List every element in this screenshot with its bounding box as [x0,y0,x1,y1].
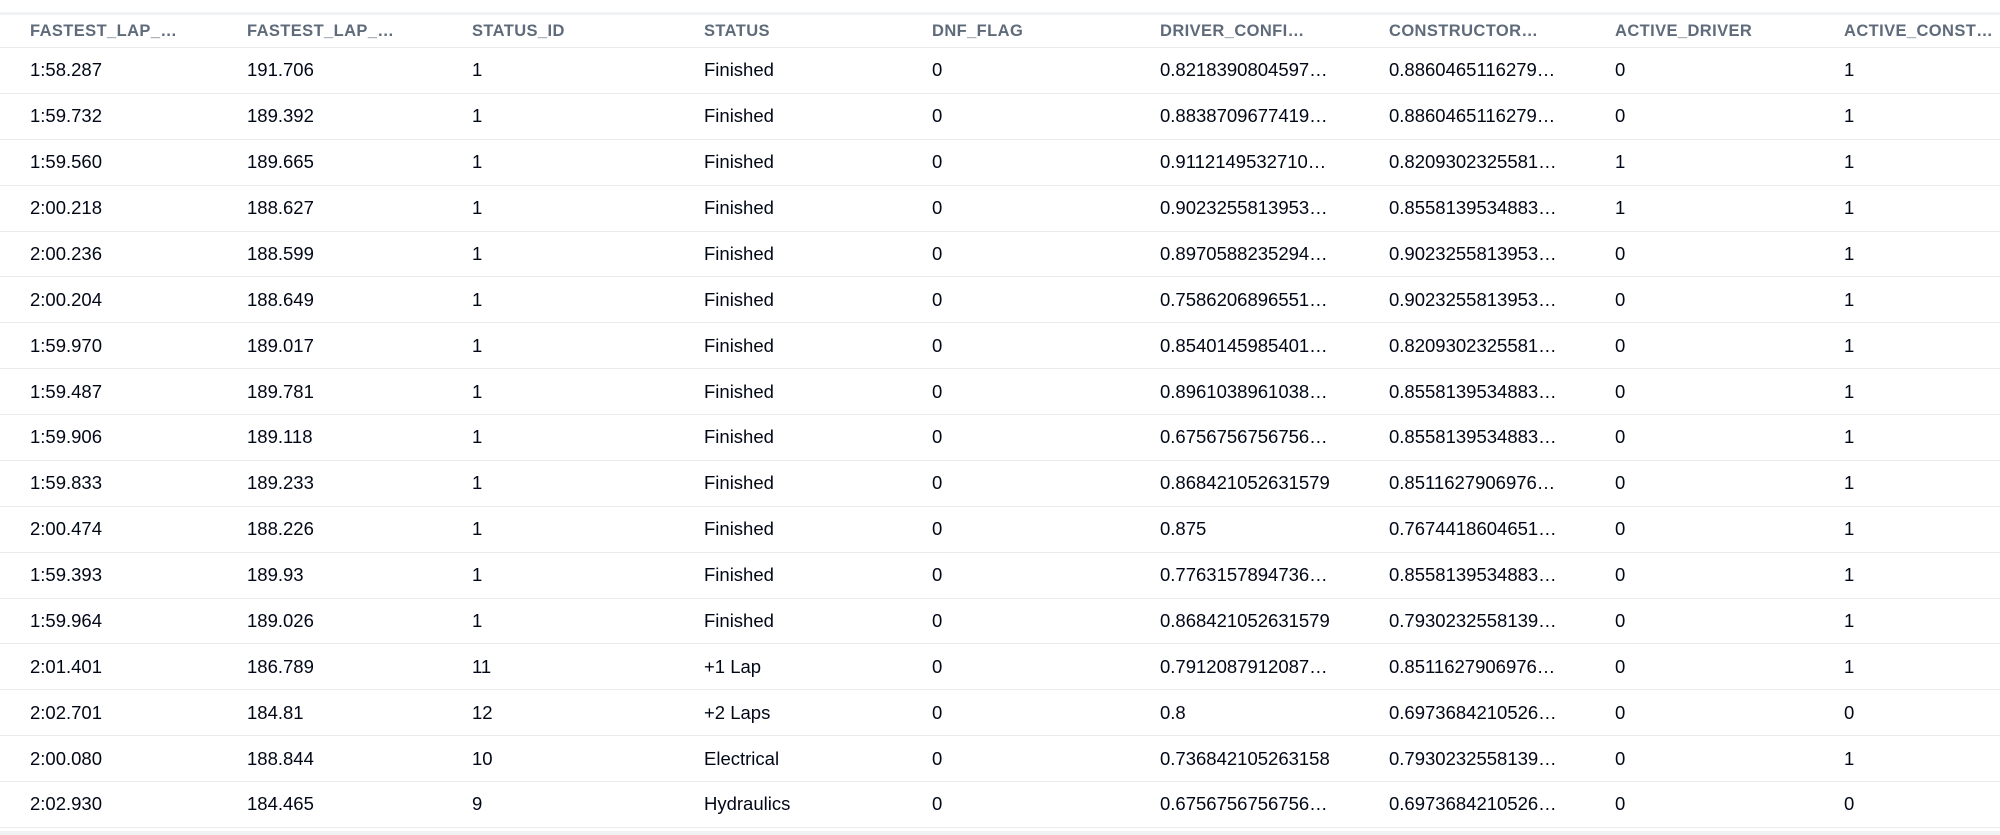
table-cell: +2 Laps [704,701,771,723]
table-cell: 9 [472,793,483,815]
table-cell: 0.7674418604651… [1389,518,1557,540]
table-cell: 2:02.701 [30,701,103,723]
table-cell: 1 [1844,242,1855,264]
table-cell: 0.8838709677419… [1160,105,1328,127]
table-cell: 0 [932,334,943,356]
table-cell: 1 [1844,288,1855,310]
table-cell: 2:02.930 [30,793,103,815]
table-cell: 1 [472,242,483,264]
table-cell: 0 [1615,472,1626,494]
table-cell: 1 [472,564,483,586]
table-row [0,48,2000,94]
table-cell: 2:00.218 [30,197,103,219]
table-cell: 1 [472,197,483,219]
table-cell: 0 [932,701,943,723]
table-cell: 0.8970588235294… [1160,242,1328,264]
table-row [0,736,2000,782]
table-cell: 191.706 [247,59,314,81]
table-cell: 184.465 [247,793,314,815]
table-cell: 0 [932,242,943,264]
column-header-3[interactable]: STATUS [704,21,770,40]
table-cell: 1:59.906 [30,426,103,448]
table-cell: Finished [704,609,774,631]
table-cell: 1:59.970 [30,334,103,356]
table-cell: 0.9023255813953… [1160,197,1328,219]
table-cell: 0 [932,197,943,219]
table-cell: 2:00.474 [30,518,103,540]
table-cell: 0.8558139534883… [1389,197,1557,219]
table-cell: 1:59.833 [30,472,103,494]
table-cell: 188.844 [247,747,314,769]
column-header-4[interactable]: DNF_FLAG [932,21,1024,40]
table-cell: 0.8511627906976… [1389,472,1556,494]
column-header-8[interactable]: ACTIVE_CONST… [1844,21,1994,40]
table-cell: 1 [1844,518,1855,540]
table-cell: 1:59.732 [30,105,103,127]
table-cell: 0 [932,655,943,677]
table-cell: 0 [1615,655,1626,677]
table-cell: 0 [1615,242,1626,264]
table-cell: 1 [1615,151,1626,173]
table-row [0,140,2000,186]
table-cell: 11 [472,655,492,677]
table-row [0,461,2000,507]
table-cell: 0 [1844,793,1855,815]
table-cell: 0.7930232558139… [1389,609,1557,631]
table-cell: 0.7930232558139… [1389,747,1557,769]
table-cell: 2:00.080 [30,747,103,769]
table-cell: 0 [1615,701,1626,723]
table-cell: 189.781 [247,380,314,402]
table-cell: 0.7763157894736… [1160,564,1328,586]
table-cell: Finished [704,564,774,586]
table-cell: 0.8860465116279… [1389,59,1556,81]
table-cell: 0 [1615,747,1626,769]
table-cell: 2:00.204 [30,288,103,310]
table-cell: 0.7586206896551… [1160,288,1328,310]
table-cell: Finished [704,472,774,494]
table-cell: 0.6973684210526… [1389,701,1557,723]
table-row [0,186,2000,232]
table-cell: 1 [1844,59,1855,81]
table-cell: 0 [932,793,943,815]
table-cell: 0 [1615,564,1626,586]
table-cell: 0.8218390804597… [1160,59,1328,81]
table-row [0,553,2000,599]
table-cell: 0.8511627906976… [1389,655,1556,677]
table-cell: 0 [1615,288,1626,310]
table-cell: 0.8558139534883… [1389,380,1557,402]
table-cell: 1 [1615,197,1626,219]
table-cell: 1 [1844,747,1855,769]
table-cell: Finished [704,59,774,81]
table-cell: 189.233 [247,472,314,494]
table-cell: 1 [1844,151,1855,173]
table-cell: 0.868421052631579 [1160,472,1330,494]
table-cell: 0.9112149532710… [1160,151,1327,173]
table-cell: 0 [1615,793,1626,815]
table-cell: 189.93 [247,564,304,586]
table-row [0,277,2000,323]
table-cell: 184.81 [247,701,304,723]
bottom-edge-divider [0,831,2000,835]
table-cell: 186.789 [247,655,314,677]
table-cell: 0.868421052631579 [1160,609,1330,631]
table-cell: 0.8558139534883… [1389,564,1557,586]
table-row [0,232,2000,278]
table-cell: 1 [472,426,483,448]
table-cell: 1 [472,334,483,356]
table-cell: 189.026 [247,609,314,631]
table-cell: 0.6973684210526… [1389,793,1557,815]
table-cell: Finished [704,242,774,264]
table-row [0,599,2000,645]
table-cell: 0 [932,518,943,540]
table-cell: 0.6756756756756… [1160,793,1328,815]
table-cell: 1 [1844,655,1855,677]
table-cell: 0.8540145985401… [1160,334,1328,356]
table-cell: 2:00.236 [30,242,103,264]
table-cell: 189.017 [247,334,314,356]
table-cell: 1 [472,59,483,81]
table-row [0,644,2000,690]
table-cell: 0.8860465116279… [1389,105,1556,127]
table-row [0,323,2000,369]
table-row [0,415,2000,461]
table-cell: 1:58.287 [30,59,103,81]
table-cell: 1 [1844,472,1855,494]
table-cell: 1 [472,288,483,310]
table-cell: Finished [704,288,774,310]
table-cell: 0 [1615,334,1626,356]
table-row [0,782,2000,828]
table-cell: 1 [1844,609,1855,631]
table-cell: 0.8209302325581… [1389,334,1557,356]
table-cell: 0 [932,609,943,631]
table-cell: 1:59.487 [30,380,103,402]
table-cell: 1:59.393 [30,564,103,586]
table-cell: 10 [472,747,493,769]
table-cell: Finished [704,105,774,127]
column-header-6[interactable]: CONSTRUCTOR… [1389,21,1539,40]
table-cell: 0 [1844,701,1855,723]
table-cell: Finished [704,334,774,356]
table-cell: 0 [932,59,943,81]
table-cell: 188.627 [247,197,314,219]
table-cell: 189.665 [247,151,314,173]
table-cell: 1 [1844,334,1855,356]
table-cell: 0 [1615,380,1626,402]
table-header-row [0,15,2000,48]
table-cell: Finished [704,518,774,540]
table-cell: 1 [1844,380,1855,402]
table-row [0,94,2000,140]
table-cell: Electrical [704,747,780,769]
table-cell: 0.8558139534883… [1389,426,1557,448]
table-cell: 188.599 [247,242,314,264]
table-cell: 188.649 [247,288,314,310]
table-cell: Finished [704,380,774,402]
table-cell: 1 [472,151,483,173]
table-cell: 0 [932,747,943,769]
column-header-7[interactable]: ACTIVE_DRIVER [1615,21,1753,40]
table-cell: Finished [704,151,774,173]
table-cell: 0 [932,564,943,586]
table-cell: 12 [472,701,493,723]
table-cell: 0 [1615,609,1626,631]
table-cell: 0 [932,151,943,173]
table-cell: 0.8209302325581… [1389,151,1557,173]
table-cell: 0.8 [1160,701,1186,723]
table-row [0,369,2000,415]
table-cell: 0.9023255813953… [1389,242,1557,264]
table-cell: 189.392 [247,105,314,127]
table-cell: 0.736842105263158 [1160,747,1330,769]
table-cell: 0 [932,426,943,448]
table-cell: 1 [1844,426,1855,448]
column-header-0[interactable]: FASTEST_LAP_… [30,21,178,40]
table-cell: 0 [1615,105,1626,127]
table-cell: Finished [704,197,774,219]
table-cell: 1 [472,609,483,631]
table-cell: 1 [1844,197,1855,219]
table-cell: 0 [932,288,943,310]
table-cell: 1 [1844,564,1855,586]
table-cell: 189.118 [247,426,313,448]
table-cell: 188.226 [247,518,314,540]
table-cell: +1 Lap [704,655,762,677]
table-cell: 0.7912087912087… [1160,655,1328,677]
table-body [0,48,2000,828]
table-cell: 0 [932,105,943,127]
table-cell: 1 [472,472,483,494]
table-cell: 0 [1615,518,1626,540]
table-cell: 1 [472,105,483,127]
table-cell: 0 [932,380,943,402]
table-row [0,507,2000,553]
table-cell: 1 [472,380,483,402]
table-cell: 0 [1615,59,1626,81]
table-cell: 1:59.964 [30,609,103,631]
table-cell: 1:59.560 [30,151,103,173]
table-cell: Finished [704,426,774,448]
table-cell: 0.8961038961038… [1160,380,1328,402]
table-cell: 1 [472,518,483,540]
table-cell: 0.875 [1160,518,1207,540]
column-header-2[interactable]: STATUS_ID [472,21,565,40]
table-cell: 0 [932,472,943,494]
table-cell: 0 [1615,426,1626,448]
table-cell: Hydraulics [704,793,791,815]
table-cell: 2:01.401 [30,655,103,677]
column-header-5[interactable]: DRIVER_CONFI… [1160,21,1305,40]
table-cell: 0.9023255813953… [1389,288,1557,310]
table-cell: 1 [1844,105,1855,127]
column-header-1[interactable]: FASTEST_LAP_… [247,21,395,40]
table-row [0,690,2000,736]
table-cell: 0.6756756756756… [1160,426,1328,448]
